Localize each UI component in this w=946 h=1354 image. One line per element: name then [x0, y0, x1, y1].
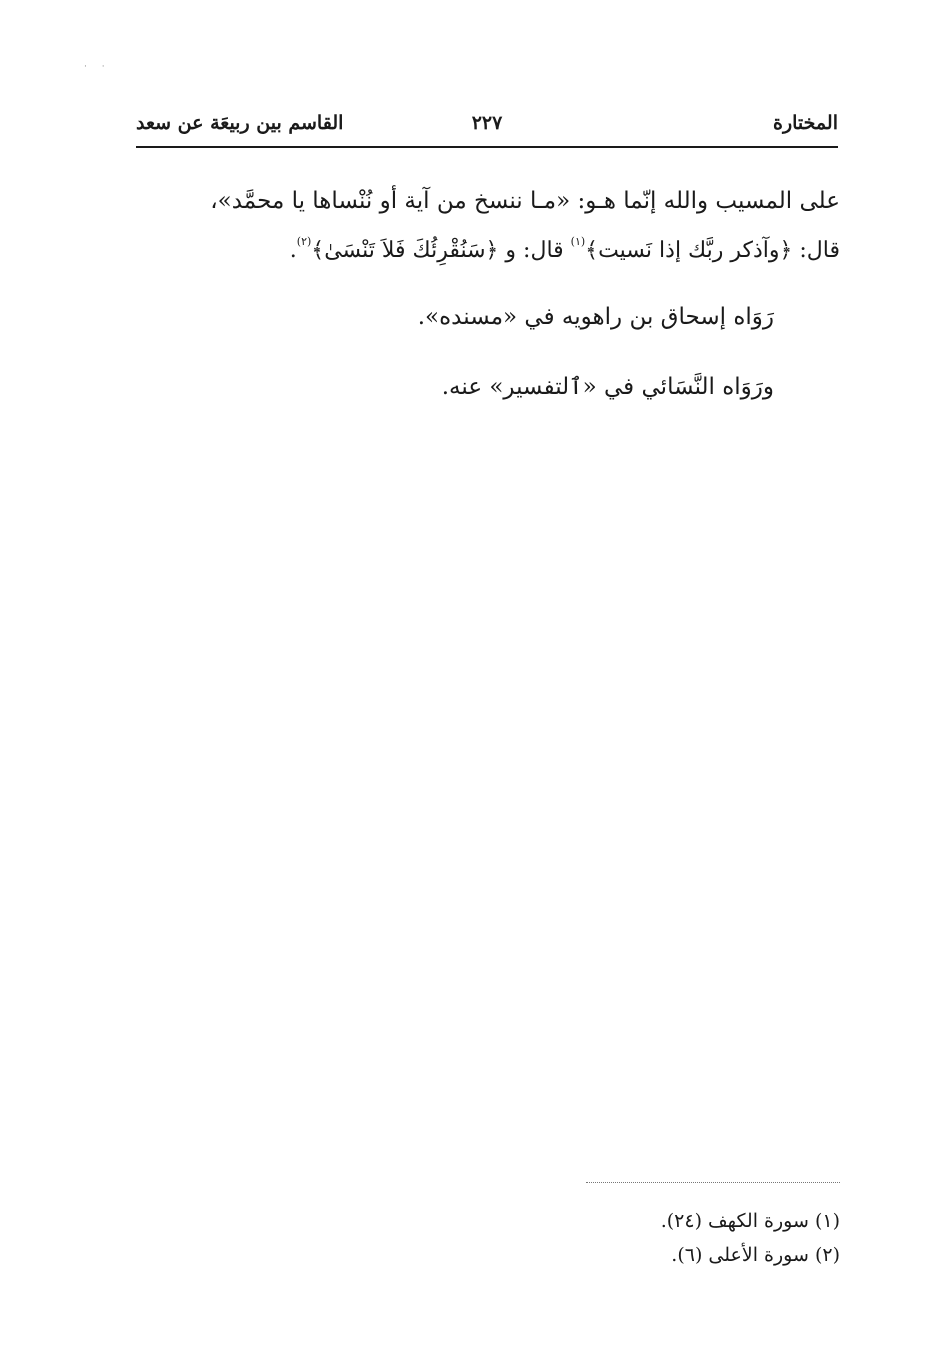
- book-title: المختارة: [773, 112, 838, 134]
- page-number: ٢٢٧: [471, 112, 503, 134]
- footnotes: [400, 1204, 840, 1272]
- header-rule: [136, 146, 838, 148]
- main-text: [136, 176, 840, 422]
- footnote-2: (٢) سورة الأعلى (٦).: [671, 1244, 840, 1266]
- footnote-separator: [586, 1182, 840, 1183]
- verse-quote-2: قال: و ﴿سَنُقْرِئُكَ فَلاَ تَنْسَىٰ﴾: [311, 238, 571, 263]
- scan-specks: · ·: [84, 62, 111, 72]
- running-header: [136, 112, 838, 142]
- narration-line-2: ورَوَاه النَّسَائي في «ٱلتفسير» عنه.: [441, 374, 774, 400]
- footnote-ref-1: (١): [570, 235, 586, 248]
- verse-quote-1: قال: ﴿وآذكر ربَّك إذا نَسيت﴾: [585, 238, 840, 263]
- footnote-ref-2: (٢): [296, 235, 312, 248]
- footnote-1: (١) سورة الكهف (٢٤).: [660, 1210, 840, 1232]
- chapter-title: القاسم بين ربيعَة عن سعد: [136, 112, 344, 134]
- text-line-1: على المسيب والله إنّما هـو: «مـا ننسخ من آية أو نُنْساها يا محمَّد»،: [210, 188, 840, 214]
- text-line-2: [136, 226, 840, 276]
- line-end-period: .: [289, 238, 297, 263]
- narration-line-1: رَوَاه إسحاق بن راهويه في «مسنده».: [417, 304, 774, 330]
